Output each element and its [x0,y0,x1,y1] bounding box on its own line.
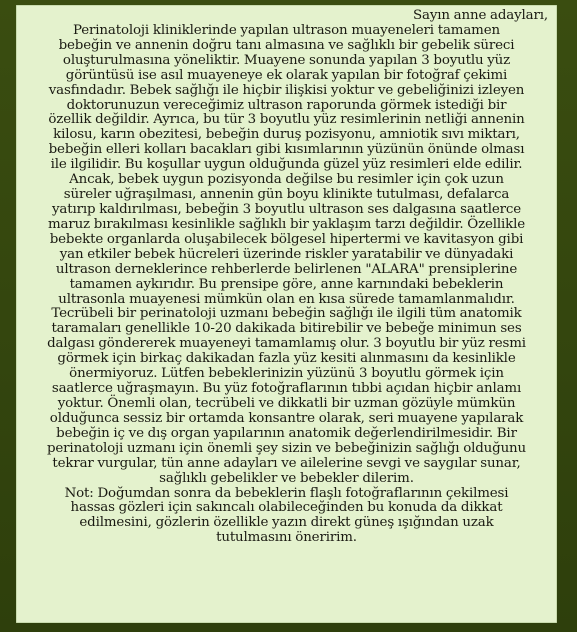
salutation: Sayın anne adayları, [412,8,548,23]
text-line: olduğunca sessiz bir ortamda konsantre olarak, seri muayene yapılarak [49,410,524,426]
text-line: Perinatoloji kliniklerinde yapılan ultrason muayeneleri tamamen [73,22,500,38]
text-line: süreler uğraşılması, annenin gün boyu klinikte tutulması, defalarca [63,187,510,203]
text-line: ultrasonla muayenesi mümkün olan en kısa sürede tamamlanmalıdır. [58,291,515,307]
note-line: edilmesini, gözlerin özellikle yazın direkt güneş ışığından uzak [79,515,494,531]
document-paper [16,5,557,623]
text-line: görüntüsü ise asıl muayeneye ek olarak yapılan bir fotoğraf çekimi [65,67,508,83]
text-line: Tecrübeli bir perinatoloji uzmanı bebeğin sağlığı ile ilgili tüm anatomik [51,306,522,322]
note-line: tutulmasını öneririm. [216,530,357,546]
text-line: bebeğin elleri kolları bacakları gibi kısımlarının yüzünün önünde olması [48,142,525,158]
text-line: bebekte organlarda oluşabilecek bölgesel hipertermi ve kavitasyon gibi [49,231,524,247]
text-line: bebeğin iç ve dış organ yapılarının anatomik değerlendirilmesidir. Bir [56,425,517,441]
text-line: vasfındadır. Bebek sağlığı ile hiçbir ilişkisi yoktur ve gebeliğinizi izleyen [48,82,525,98]
note-line: Not: Doğumdan sonra da bebeklerin flaşlı fotoğraflarının çekilmesi [64,485,509,501]
text-line: tekrar vurgular, tün anne adayları ve ailelerine sevgi ve saygılar sunar, [52,455,521,471]
text-line: bebeğin ve annenin doğru tanı almasına ve sağlıklı bir gebelik süreci [58,37,515,53]
text-line: Ancak, bebek uygun pozisyonda değilse bu resimler için çok uzun [69,172,504,188]
text-line: görmek için birkaç dakikadan fazla yüz kesiti alınmasını da kesinlikle [57,351,516,367]
text-line: yoktur. Önemli olan, tecrübeli ve dikkatli bir uzman gözüyle mümkün [57,395,516,411]
text-line: doktorunuzun vereceğimiz ultrason raporunda görmek istediği bir [66,97,507,113]
text-line: ultrason derneklerince rehberlerde belirlenen "ALARA" prensiplerine [55,261,518,277]
text-line: perinatoloji uzmanı için önemli şey sizin ve bebeğinizin sağlığı olduğunu [46,440,526,456]
text-line: sağlıklı gebelikler ve bebekler dilerim. [159,470,414,486]
text-line: yan etkiler bebek hücreleri üzerinde riskler yaratabilir ve dünyadaki [59,246,514,262]
text-line: saatlerce uğraşmayın. Bu yüz fotoğraflarının tıbbi açıdan hiçbir anlamı [51,381,522,397]
text-line: tamamen aykırıdır. Bu prensipe göre, anne karnındaki bebeklerin [69,276,504,292]
text-line: kilosu, karın obezitesi, bebeğin duruş pozisyonu, amniotik sıvı miktarı, [53,127,520,143]
text-line: taramaları genellikle 10-20 dakikada bitirebilir ve bebeğe minimun ses [51,321,522,337]
text-line: ile ilgilidir. Bu koşullar uygun olduğunda güzel yüz resimleri elde edilir. [50,157,523,173]
document-text [21,9,552,546]
text-line: yatırıp kaldırılması, bebeğin 3 boyutlu ultrason ses dalgasına saatlerce [51,201,522,217]
text-line: özellik değildir. Ayrıca, bu tür 3 boyutlu yüz resimlerinin netliği annenin [48,112,525,128]
text-line: önermiyoruz. Lütfen bebeklerinizin yüzünü 3 boyutlu görmek için [69,366,504,382]
text-line: dalgası göndererek muayeneyi tamamlamış olur. 3 boyutlu bir yüz resmi [47,336,526,352]
text-line: maruz bırakılması kesinlikle sağlıklı bir yaklaşım tarzı değildir. Özellikle [47,216,526,232]
text-line: oluşturulmasına yöneliktir. Muayene sonunda yapılan 3 boyutlu yüz [62,52,511,68]
note-line: hassas gözleri için sakıncalı olabileceğinden bu konuda da dikkat [70,500,503,516]
